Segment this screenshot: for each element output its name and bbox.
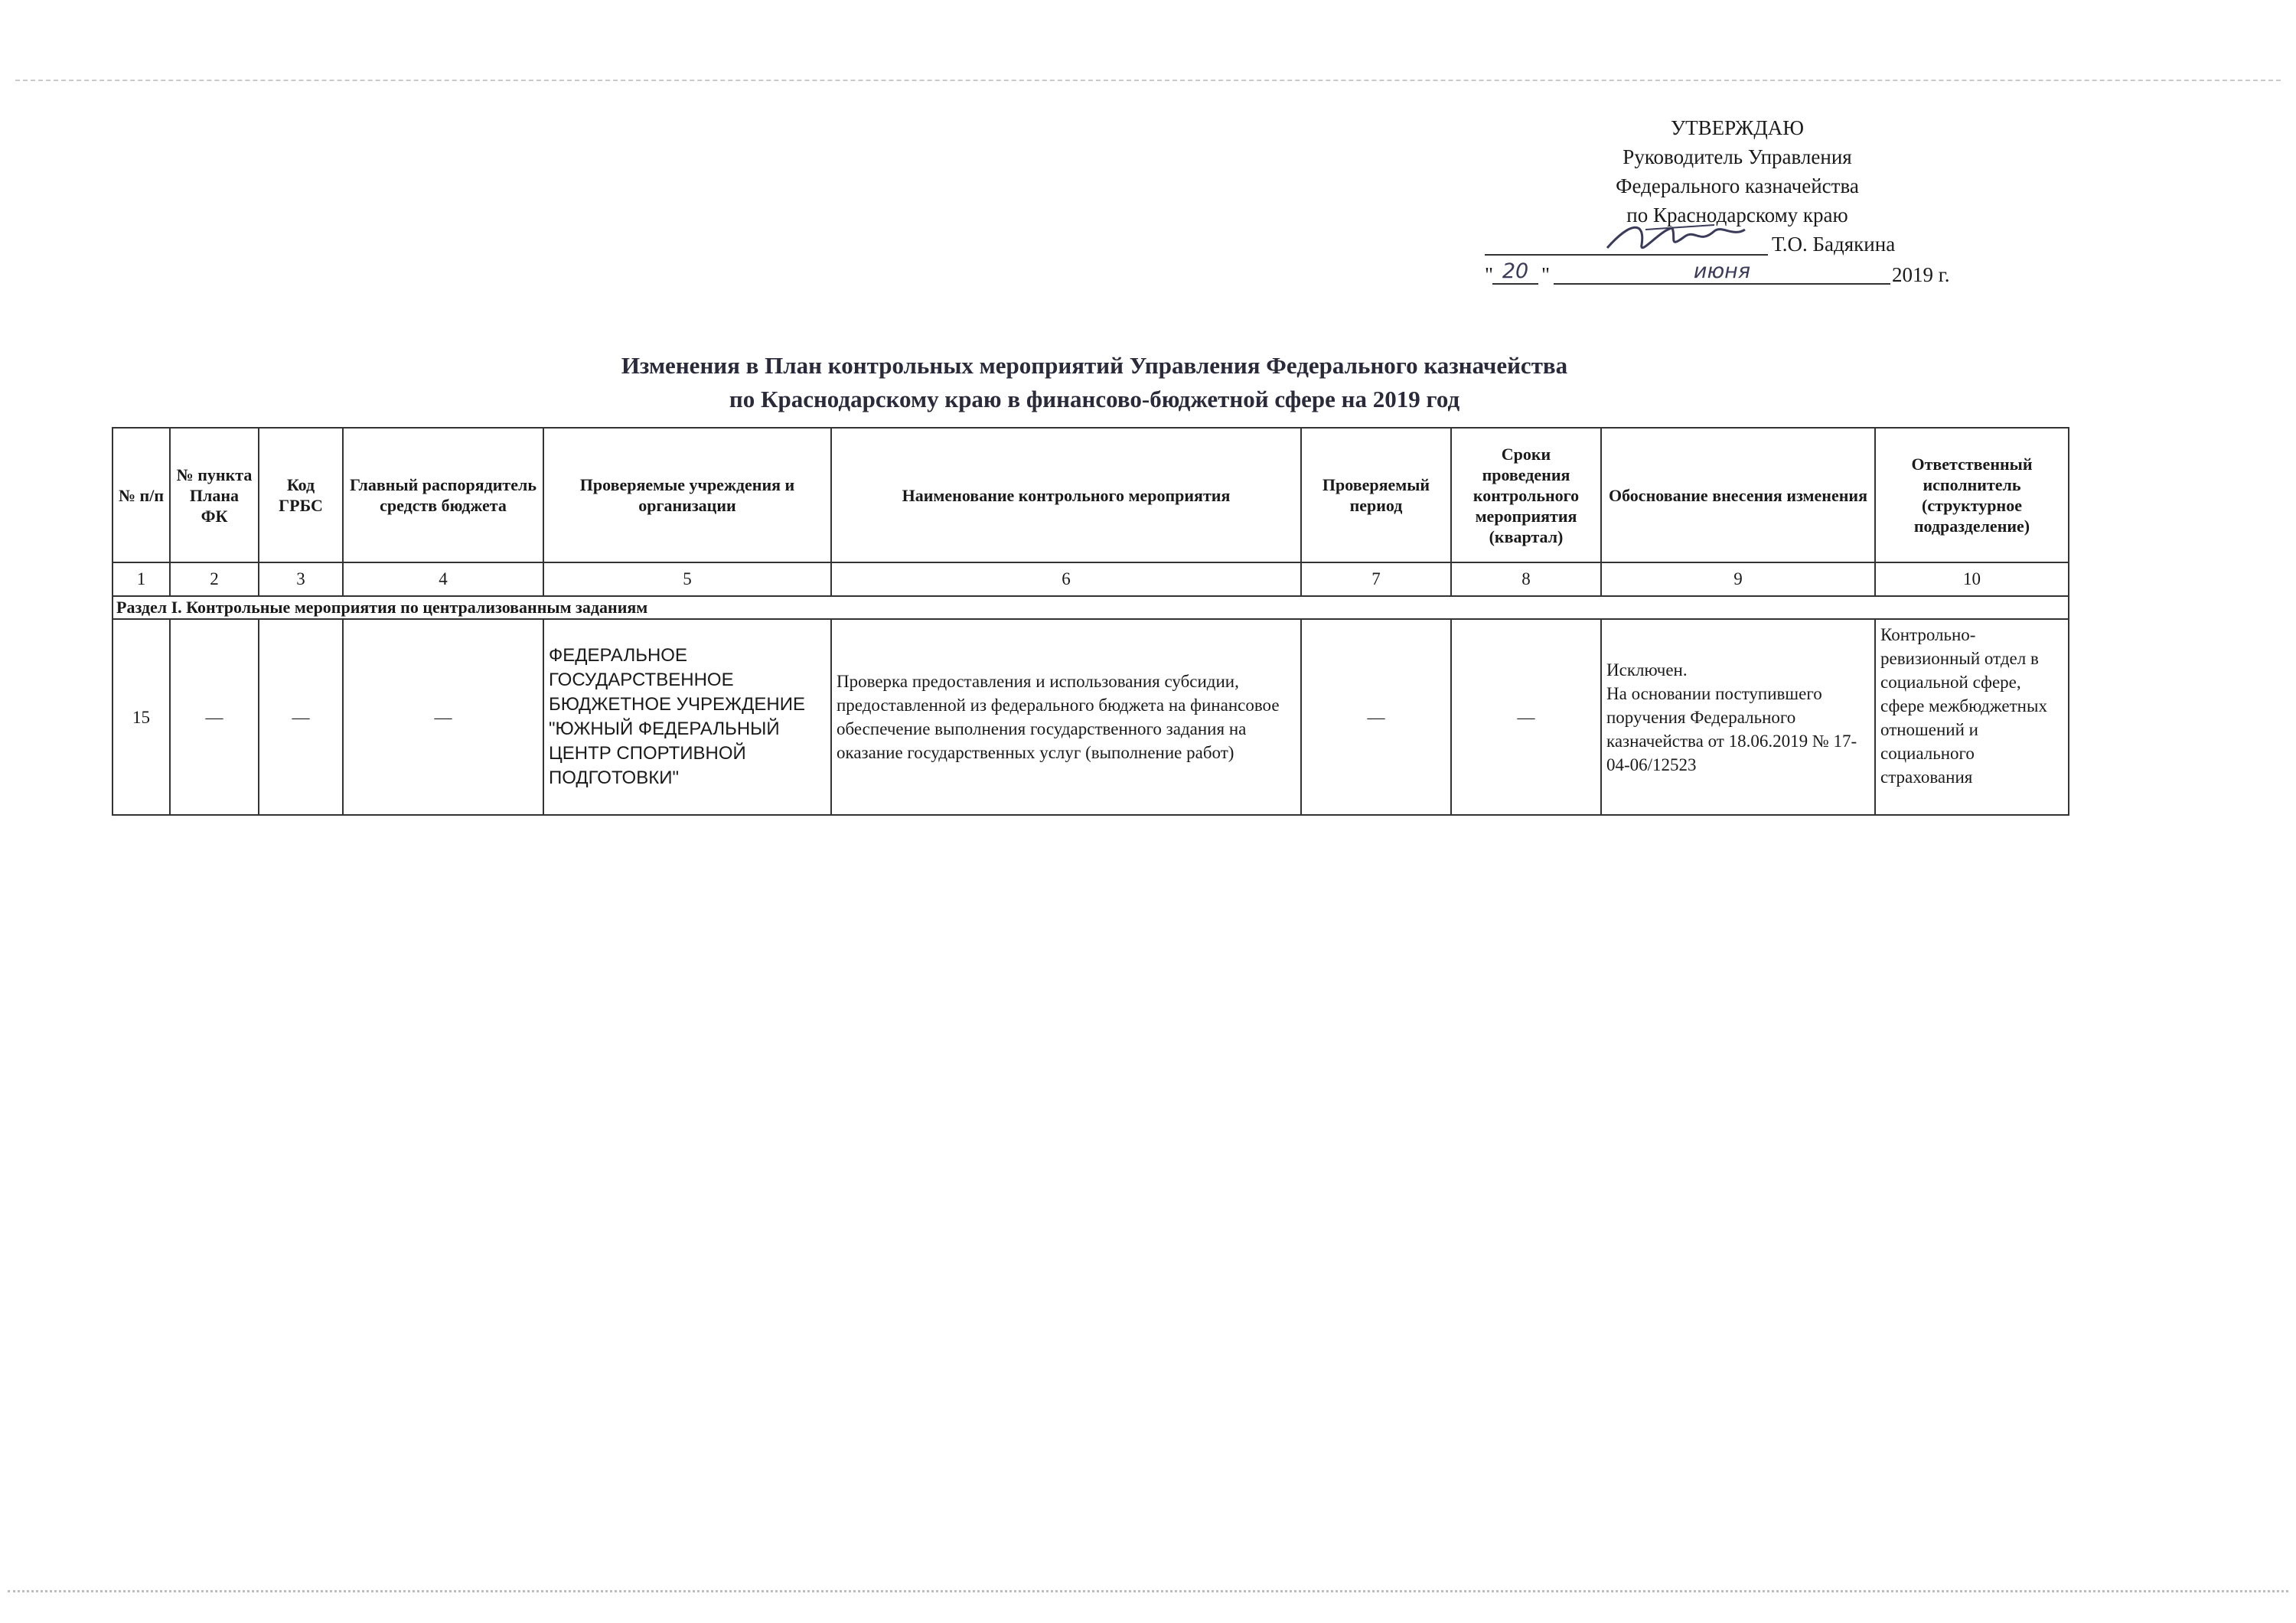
header-cell: Наименование контрольного мероприятия xyxy=(831,428,1301,562)
cell-plan-item: — xyxy=(170,619,259,815)
approval-block xyxy=(1485,113,1990,289)
column-number: 8 xyxy=(1451,562,1601,596)
header-cell: Сроки проведения контрольного мероприятия (квартал) xyxy=(1451,428,1601,562)
cell-row-number: 15 xyxy=(113,619,170,815)
section-row xyxy=(113,596,2069,619)
signature-image xyxy=(1600,214,1753,260)
approval-position-line1: Руководитель Управления xyxy=(1623,145,1852,168)
cell-justification xyxy=(1601,619,1875,815)
approval-heading: УТВЕРЖДАЮ xyxy=(1670,116,1805,139)
cell-grbs-code: — xyxy=(259,619,343,815)
header-cell: Обоснование внесения изменения xyxy=(1601,428,1875,562)
control-plan-table xyxy=(112,427,2069,816)
cell-chief-manager: — xyxy=(343,619,543,815)
column-number: 7 xyxy=(1301,562,1451,596)
column-number: 9 xyxy=(1601,562,1875,596)
section-title: Раздел I. Контрольные мероприятия по централизованным заданиям xyxy=(113,596,2069,619)
document-title-line2: по Краснодарскому краю в финансово-бюджетной сфере на 2019 год xyxy=(729,386,1460,412)
column-number: 5 xyxy=(543,562,831,596)
header-cell: № п/п xyxy=(113,428,170,562)
justification-basis: На основании поступившего поручения Федерального казначейства от 18.06.2019 № 17-04-06/12523 xyxy=(1606,683,1857,774)
table-header-row xyxy=(113,428,2069,562)
header-cell: Ответственный исполнитель (структурное подразделение) xyxy=(1875,428,2069,562)
signature-line xyxy=(1485,254,1768,256)
header-cell: Код ГРБС xyxy=(259,428,343,562)
header-cell: Главный распорядитель средств бюджета xyxy=(343,428,543,562)
signatory-name: Т.О. Бадякина xyxy=(1772,233,1896,256)
cell-organization: ФЕДЕРАЛЬНОЕ ГОСУДАРСТВЕННОЕ БЮДЖЕТНОЕ УЧРЕЖДЕНИЕ "ЮЖНЫЙ ФЕДЕРАЛЬНЫЙ ЦЕНТР СПОРТИВНОЙ ПОДГОТОВКИ" xyxy=(543,619,831,815)
approval-date xyxy=(1485,260,1990,289)
justification-status: Исключен. xyxy=(1606,660,1688,680)
column-number-row xyxy=(113,562,2069,596)
signature-row xyxy=(1485,230,1990,259)
table-row xyxy=(113,619,2069,815)
document-title xyxy=(383,349,1806,416)
cell-responsible: Контрольно-ревизионный отдел в социальной сфере, сфере межбюджетных отношений и социального страхования xyxy=(1875,619,2069,815)
date-day: 20 xyxy=(1492,260,1538,285)
scan-edge-top xyxy=(15,80,2281,81)
cell-event-name: Проверка предоставления и использования субсидии, предоставленной из федерального бюджета на финансовое обеспечение выполнения государственного задания на оказание государственных услуг (выполнение работ) xyxy=(831,619,1301,815)
date-month: июня xyxy=(1554,260,1890,285)
cell-quarter: — xyxy=(1451,619,1601,815)
column-number: 10 xyxy=(1875,562,2069,596)
column-number: 2 xyxy=(170,562,259,596)
approval-position-line2: Федерального казначейства xyxy=(1616,174,1859,197)
column-number: 4 xyxy=(343,562,543,596)
approval-position-line3: по Краснодарскому краю xyxy=(1626,204,1848,227)
document-title-line1: Изменения в План контрольных мероприятий Управления Федерального казначейства xyxy=(621,352,1568,379)
column-number: 6 xyxy=(831,562,1301,596)
header-cell: Проверяемый период xyxy=(1301,428,1451,562)
cell-period: — xyxy=(1301,619,1451,815)
header-cell: № пункта Плана ФК xyxy=(170,428,259,562)
date-year: 2019 г. xyxy=(1892,263,1950,286)
header-cell: Проверяемые учреждения и организации xyxy=(543,428,831,562)
column-number: 3 xyxy=(259,562,343,596)
date-mid-quote: " xyxy=(1541,263,1551,286)
column-number: 1 xyxy=(113,562,170,596)
scan-edge-bottom xyxy=(8,1590,2288,1592)
date-open-quote: " xyxy=(1485,263,1494,286)
